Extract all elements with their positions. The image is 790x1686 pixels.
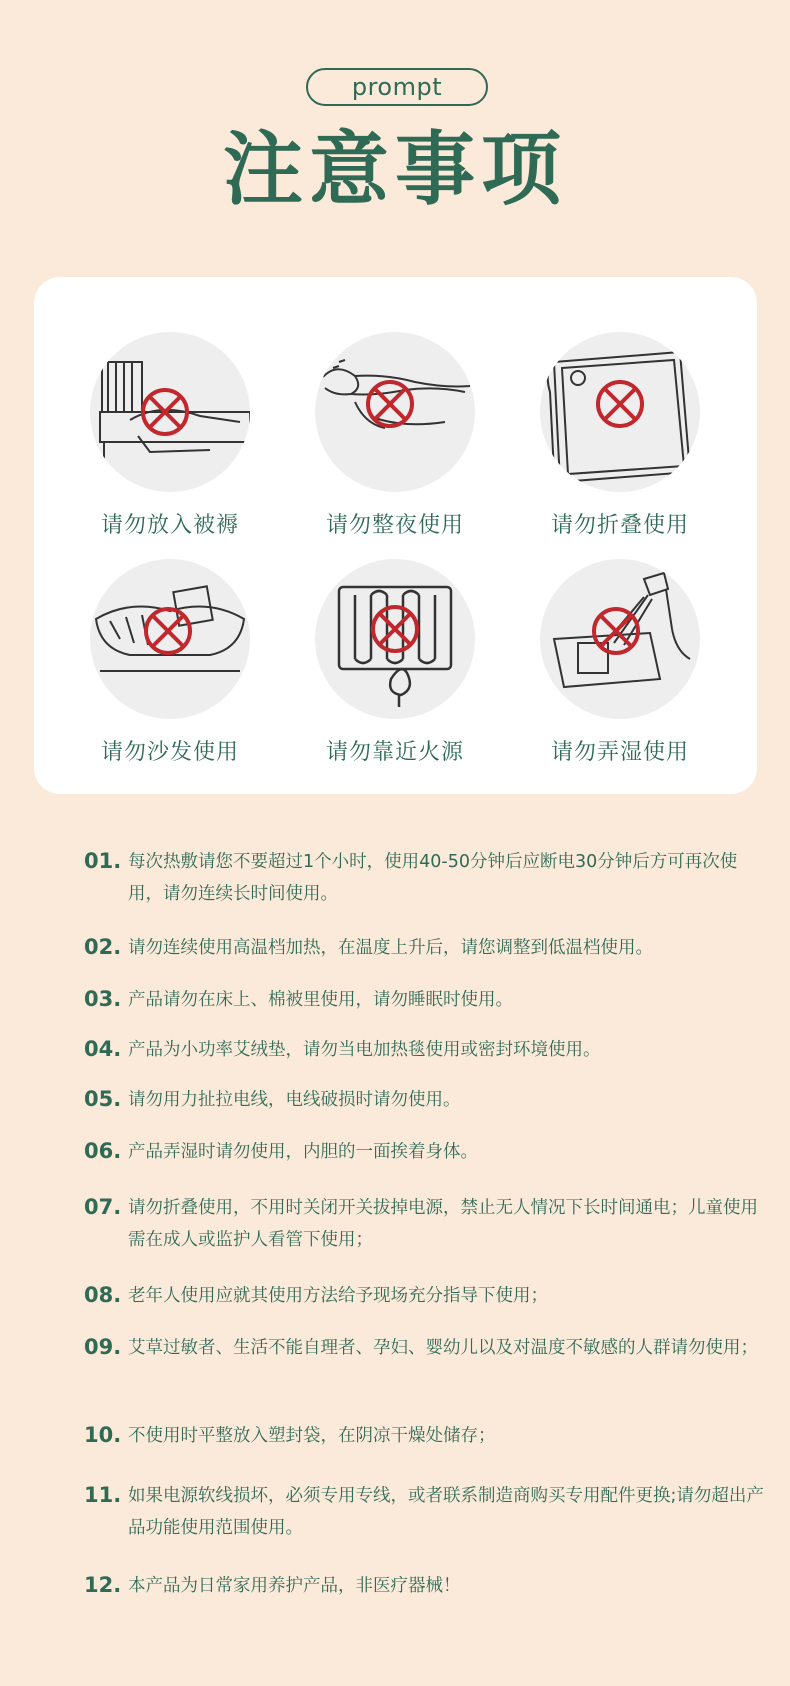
note-text: 请勿折叠使用，不用时关闭开关拔掉电源，禁止无人情况下长时间通电；儿童使用需在成人或监护人看管下使用；	[128, 1198, 758, 1250]
warning-tile-sofa	[70, 559, 270, 766]
note-number: 03.	[84, 987, 122, 1011]
note-item	[84, 846, 764, 910]
note-text: 产品请勿在床上、棉被里使用，请勿睡眠时使用。	[128, 990, 513, 1010]
note-number: 02.	[84, 935, 122, 959]
note-text: 如果电源软线损坏，必须专用专线，或者联系制造商购买专用配件更换;请勿超出产品功能使用范围使用。	[128, 1486, 764, 1538]
warning-tile-wet	[520, 559, 720, 766]
note-text: 本产品为日常家用养护产品，非医疗器械！	[128, 1576, 461, 1596]
note-text: 请勿用力扯拉电线，电线破损时请勿使用。	[128, 1090, 461, 1110]
note-number: 12.	[84, 1573, 122, 1597]
warning-label: 请勿沙发使用	[100, 740, 239, 765]
warning-label: 请勿折叠使用	[550, 513, 689, 538]
note-item	[84, 1332, 764, 1364]
note-item	[84, 1480, 764, 1544]
note-number: 01.	[84, 849, 122, 873]
note-text: 产品为小功率艾绒垫，请勿当电加热毯使用或密封环境使用。	[128, 1040, 601, 1060]
shower-icon	[540, 559, 700, 719]
note-number: 08.	[84, 1283, 122, 1307]
note-item	[84, 1084, 764, 1116]
note-item	[84, 932, 764, 964]
note-item	[84, 1280, 764, 1312]
note-number: 07.	[84, 1195, 122, 1219]
note-item	[84, 1570, 764, 1602]
prompt-badge: prompt	[306, 68, 488, 106]
note-text: 艾草过敏者、生活不能自理者、孕妇、婴幼儿以及对温度不敏感的人群请勿使用；	[128, 1338, 758, 1358]
heater-flame-icon	[315, 559, 475, 719]
note-number: 05.	[84, 1087, 122, 1111]
warning-tile-bedding	[70, 332, 270, 539]
warning-card	[34, 277, 757, 794]
page-title: 注意事项	[223, 123, 567, 216]
folded-pad-icon	[540, 332, 700, 492]
warning-label: 请勿靠近火源	[325, 740, 464, 765]
warning-label: 请勿整夜使用	[325, 513, 464, 538]
note-item	[84, 1420, 764, 1452]
note-item	[84, 1136, 764, 1168]
note-item	[84, 1192, 764, 1256]
note-text: 不使用时平整放入塑封袋，在阴凉干燥处储存；	[128, 1426, 496, 1446]
sleeping-person-icon	[315, 332, 475, 492]
sofa-icon	[90, 559, 250, 719]
note-text: 老年人使用应就其使用方法给予现场充分指导下使用；	[128, 1286, 548, 1306]
note-text: 每次热敷请您不要超过1个小时，使用40-50分钟后应断电30分钟后方可再次使用，请勿连续长时间使用。	[128, 852, 738, 904]
note-number: 11.	[84, 1483, 122, 1507]
warning-tile-folding	[520, 332, 720, 539]
note-text: 请勿连续使用高温档加热，在温度上升后，请您调整到低温档使用。	[128, 938, 653, 958]
note-number: 09.	[84, 1335, 122, 1359]
note-text: 产品弄湿时请勿使用，内胆的一面挨着身体。	[128, 1142, 478, 1162]
warning-tile-overnight	[295, 332, 495, 539]
bed-icon	[90, 332, 250, 492]
warning-label: 请勿弄湿使用	[550, 740, 689, 765]
note-item	[84, 1034, 764, 1066]
note-number: 06.	[84, 1139, 122, 1163]
warning-tile-fire	[295, 559, 495, 766]
note-number: 10.	[84, 1423, 122, 1447]
note-number: 04.	[84, 1037, 122, 1061]
note-item	[84, 984, 764, 1016]
warning-label: 请勿放入被褥	[100, 513, 239, 538]
